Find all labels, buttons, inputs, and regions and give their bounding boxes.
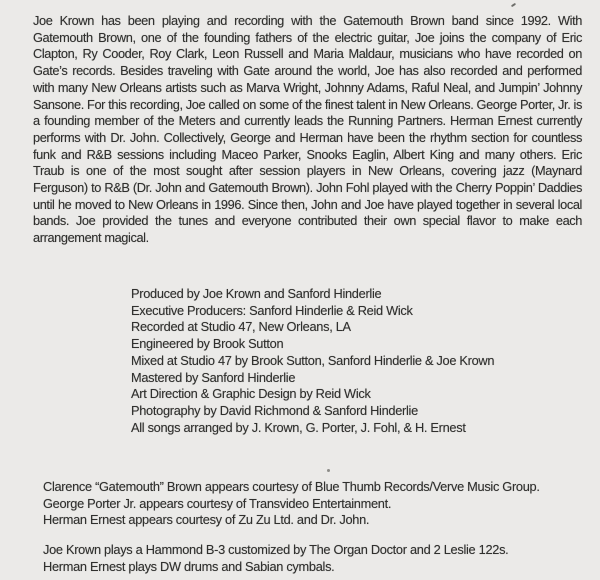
credit-line-artdir: Art Direction & Graphic Design by Reid Wick (131, 386, 371, 402)
equipment-line-ernest: Herman Ernest plays DW drums and Sabian cymbals. (43, 558, 335, 574)
scan-speck (327, 469, 330, 472)
credit-line-exec: Executive Producers: Sanford Hinderlie & Reid Wick (131, 302, 413, 318)
credits-block (131, 286, 494, 436)
courtesy-block (43, 479, 540, 529)
scan-speck (511, 3, 516, 8)
credit-line-mastered: Mastered by Sanford Hinderlie (131, 369, 296, 385)
credit-line-arranged: All songs arranged by J. Krown, G. Porter, J. Fohl, & H. Ernest (131, 419, 466, 435)
courtesy-line-ernest: Herman Ernest appears courtesy of Zu Zu Ltd. and Dr. John. (43, 512, 370, 528)
equipment-block (43, 542, 508, 575)
equipment-line-krown: Joe Krown plays a Hammond B-3 customized by The Organ Doctor and 2 Leslie 122s. (43, 542, 509, 557)
courtesy-line-brown: Clarence “Gatemouth” Brown appears courtesy of Blue Thumb Records/Verve Music Group. (43, 479, 540, 494)
credit-line-recorded: Recorded at Studio 47, New Orleans, LA (131, 319, 351, 335)
liner-notes-paragraph: Joe Krown has been playing and recording with the Gatemouth Brown band since 1992. With Gatemouth Brown, one of the founding fathers of the electric guitar, Joe joins the company of Eric Clapton, Ry Cooder, Roy Clark, Leon Russell and Maria Maldaur, musicians who have recorded on Gate’s records. Besides traveling with Gate around the world, Joe has also recorded and performed with many New Orleans artists such as Marva Wright, Johnny Adams, Raful Neal, and Jumpin’ Johnny Sansone. For this recording, Joe called on some of the finest talent in New Orleans. George Porter, Jr. is a founding member of the Meters and currently leads the Running Partners. Herman Ernest currently performs with Dr. John. Collectively, George and Herman have been the rhythm section for countless funk and R&B sessions including Maceo Parker, Snooks Eaglin, Albert King and many others. Eric Traub is one of the most sought after session players in New Orleans, covering jazz (Maynard Ferguson) to R&B (Dr. John and Gatemouth Brown). John Fohl played with the Cherry Poppin’ Daddies until he moved to New Orleans in 1996. Since then, John and Joe have played together in several local bands. Joe provided the tunes and everyone contributed their own special flavor to make each arrangement magical. (33, 13, 582, 246)
credit-line-produced: Produced by Joe Krown and Sanford Hinderlie (131, 286, 382, 301)
credit-line-photo: Photography by David Richmond & Sanford Hinderlie (131, 402, 418, 418)
courtesy-line-porter: George Porter Jr. appears courtesy of Transvideo Entertainment. (43, 495, 392, 511)
credit-line-mixed: Mixed at Studio 47 by Brook Sutton, Sanford Hinderlie & Joe Krown (131, 352, 495, 368)
credit-line-engineered: Engineered by Brook Sutton (131, 336, 284, 352)
